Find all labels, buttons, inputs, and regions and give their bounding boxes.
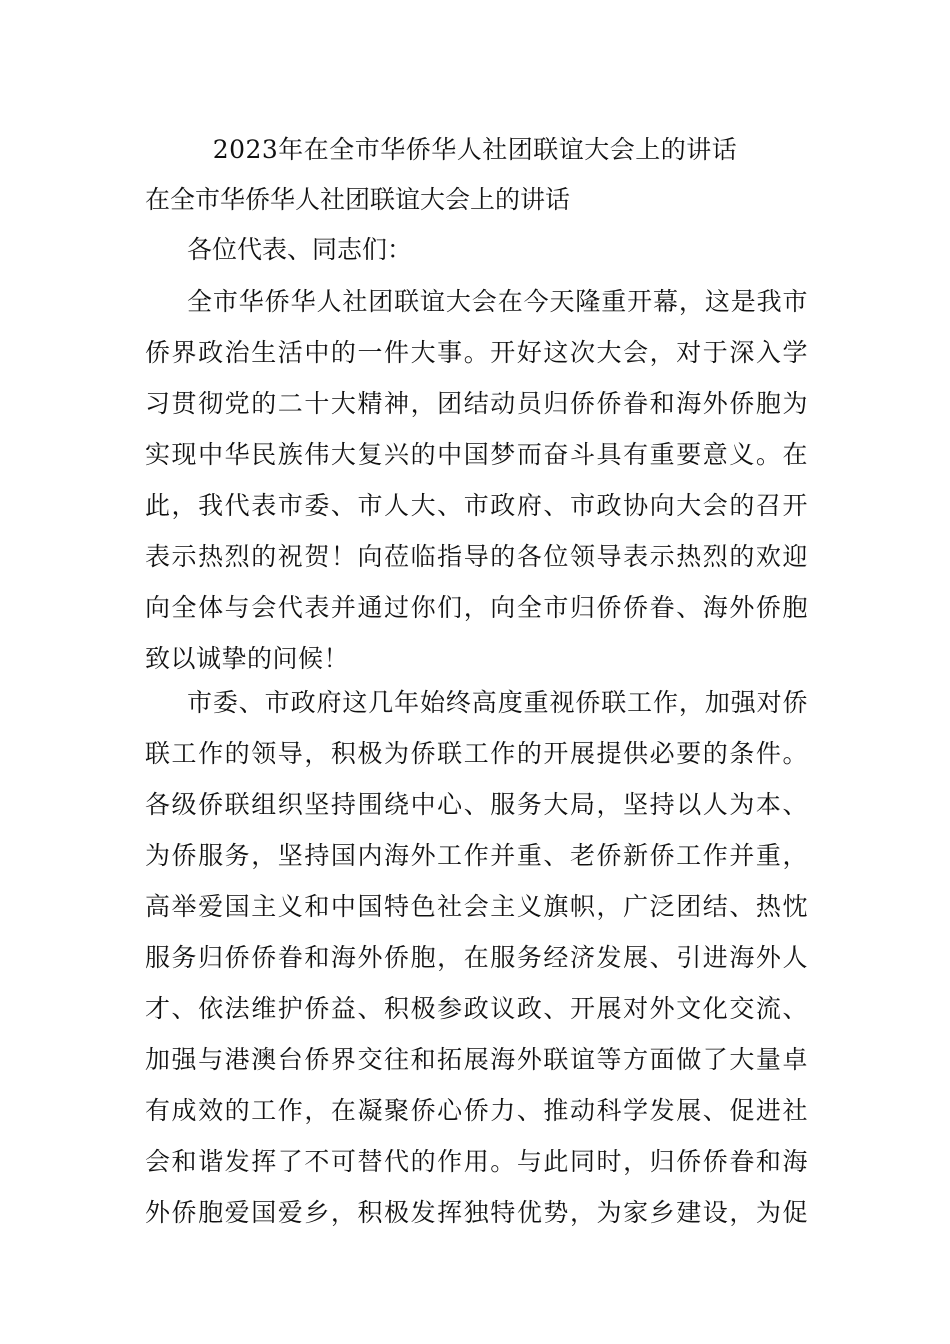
paragraph-1 xyxy=(145,276,808,684)
paragraph-line: 有成效的工作，在凝聚侨心侨力、推动科学发展、促进社 xyxy=(145,1096,808,1125)
paragraph-line: 才、依法维护侨益、积极参政议政、开展对外文化交流、 xyxy=(145,994,808,1023)
paragraph-line: 各级侨联组织坚持围绕中心、服务大局，坚持以人为本、 xyxy=(145,790,808,819)
paragraph-line: 表示热烈的祝贺！向莅临指导的各位领导表示热烈的欢迎 xyxy=(145,542,808,571)
paragraph-line: 习贯彻党的二十大精神，团结动员归侨侨眷和海外侨胞为 xyxy=(145,389,808,418)
paragraph-line: 会和谐发挥了不可替代的作用。与此同时，归侨侨眷和海 xyxy=(145,1147,808,1176)
paragraph-line: 服务归侨侨眷和海外侨胞，在服务经济发展、引进海外人 xyxy=(145,943,808,972)
paragraph-line: 联工作的领导，积极为侨联工作的开展提供必要的条件。 xyxy=(145,739,808,768)
paragraph-line: 加强与港澳台侨界交往和拓展海外联谊等方面做了大量卓 xyxy=(145,1045,808,1074)
document-subtitle: 在全市华侨华人社团联谊大会上的讲话 xyxy=(145,185,571,214)
paragraph-line: 向全体与会代表并通过你们，向全市归侨侨眷、海外侨胞 xyxy=(145,593,808,622)
paragraph-line: 高举爱国主义和中国特色社会主义旗帜，广泛团结、热忱 xyxy=(145,892,808,921)
paragraph-2 xyxy=(145,677,808,1238)
paragraph-line: 致以诚挚的问候！ xyxy=(145,644,350,673)
paragraph-line: 全市华侨华人社团联谊大会在今天隆重开幕，这是我市 xyxy=(187,287,808,316)
paragraph-line: 为侨服务，坚持国内海外工作并重、老侨新侨工作并重， xyxy=(145,841,808,870)
paragraph-line: 实现中华民族伟大复兴的中国梦而奋斗具有重要意义。在 xyxy=(145,440,808,469)
paragraph-line: 市委、市政府这几年始终高度重视侨联工作，加强对侨 xyxy=(187,688,808,717)
document-title: 2023年在全市华侨华人社团联谊大会上的讲话 xyxy=(212,135,738,164)
salutation: 各位代表、同志们： xyxy=(187,235,413,264)
paragraph-line: 此，我代表市委、市人大、市政府、市政协向大会的召开 xyxy=(145,491,808,520)
paragraph-line: 侨界政治生活中的一件大事。开好这次大会，对于深入学 xyxy=(145,338,808,367)
paragraph-line: 外侨胞爱国爱乡，积极发挥独特优势，为家乡建设，为促 xyxy=(145,1198,808,1227)
